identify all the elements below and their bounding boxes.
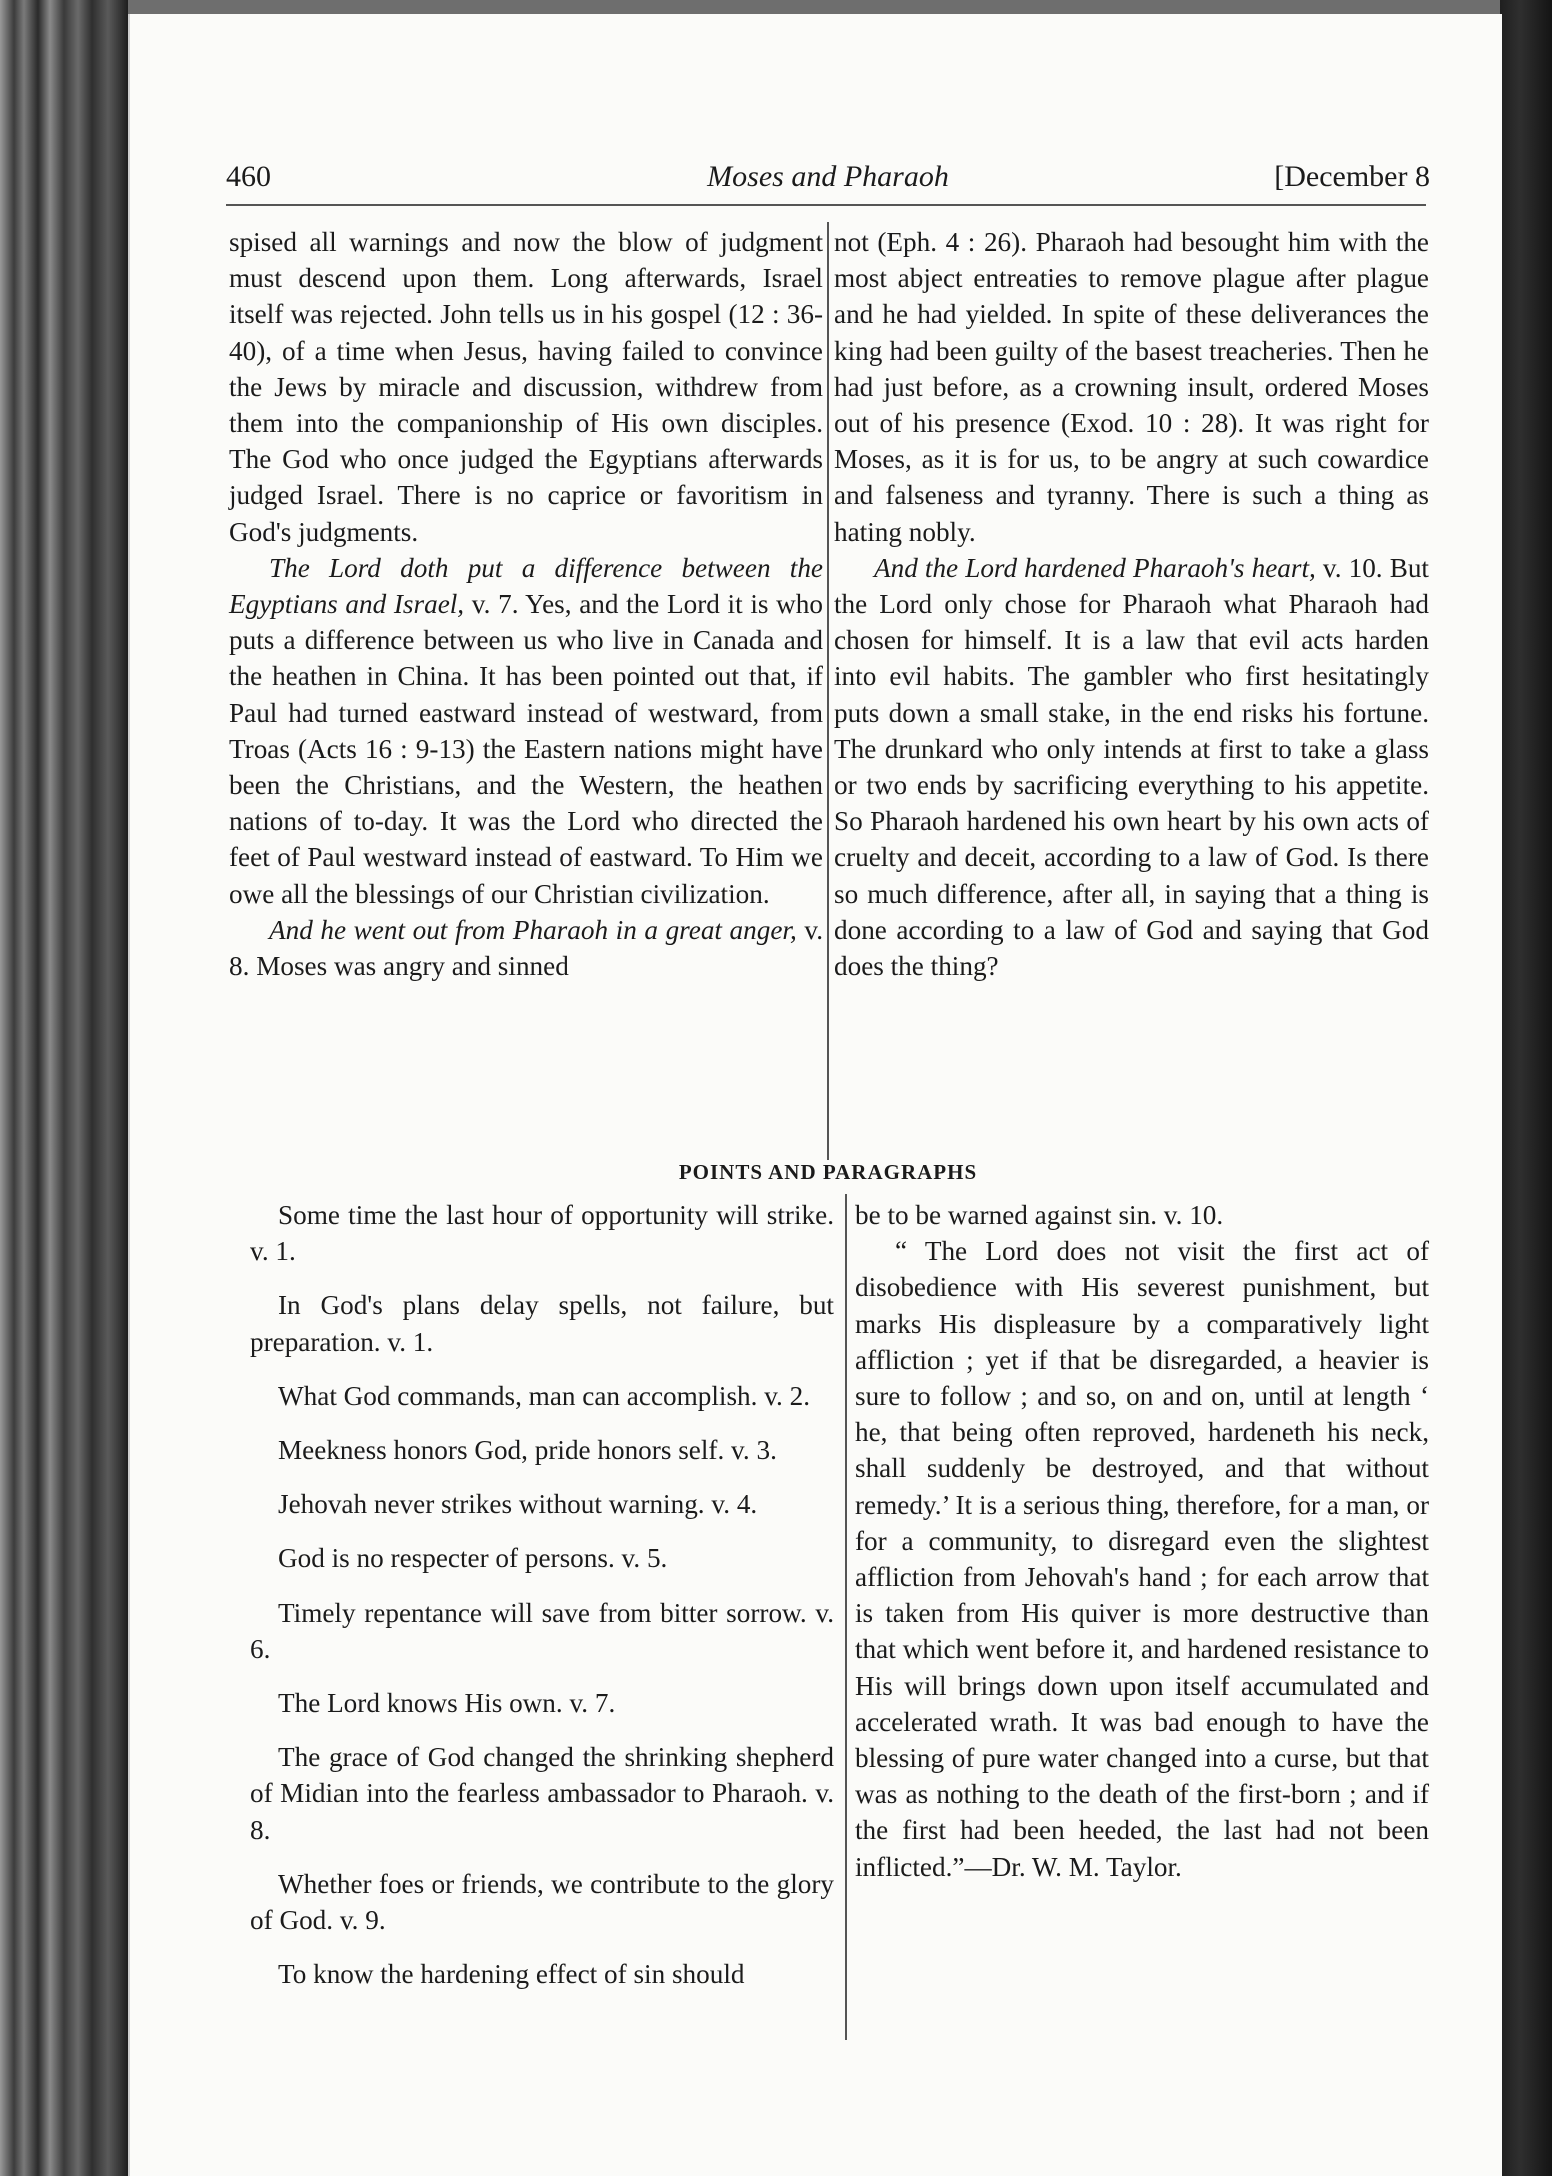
column-rule [827,222,829,1160]
point-item: Jehovah never strikes without warning. v. 4. [278,1489,758,1520]
book-page [128,14,1502,2176]
paragraph-text: v. 7. Yes, and the Lord it is who puts a difference between us who live in Canada and the heathen in China. It has been pointed out that, if Paul had turned eastward instead of westward, from Troas (Acts 16 : 9-13) the Eastern nations might have been the Christians, and the Western, the heathen nations of to-day. It was the Lord who directed the feet of Paul westward instead of eastward. To Him we owe all the blessings of our Christian civilization. [229,589,823,909]
column-rule [845,1194,847,2040]
point-item: Some time the last hour of opportunity will strike. v. 1. [250,1200,834,1267]
scripture-quote: And he went out from Pharaoh in a great anger, [269,914,797,945]
scripture-quote: And the Lord hardened Pharaoh's heart, [874,552,1316,583]
column-left-lower [250,1197,834,2010]
quotation: “ The Lord does not visit the first act of disobedience with His severest punishment, but marks His displeasure by a comparatively light affliction ; yet if that be disregarded, a heavier is sure to follow ; and so, on and on, until at length ‘ he, that being often reproved, hardeneth his neck, shall suddenly be destroyed, and that without remedy.’ It is a serious thing, therefore, for a man, or for a community, to disregard even the slightest affliction from Jehovah's hand ; for each arrow that is taken from His quiver is more destructive than that which went before it, and hardened resistance to His will brings down upon itself accumulated and accelerated wrath. It was bad enough to have the blessing of pure water changed into a curse, but that was as nothing to the death of the first-born ; and if the first had been heeded, the last had not been inflicted.”—Dr. W. M. Taylor. [855,1236,1429,1882]
point-item: Whether foes or friends, we contribute to the glory of God. v. 9. [250,1868,834,1936]
running-header [226,160,1430,202]
paragraph [229,550,823,912]
point-item: To know the hardening effect of sin should [278,1959,745,1990]
point-item: The grace of God changed the shrinking shepherd of Midian into the fearless ambassador to Pharaoh. v. 8. [250,1742,834,1845]
running-title: Moses and Pharaoh [707,160,949,193]
point-item: What God commands, man can accomplish. v. 2. [278,1380,811,1411]
point-item: In God's plans delay spells, not failure, but preparation. v. 1. [250,1290,834,1357]
point-item: The Lord knows His own. v. 7. [278,1688,616,1719]
column-right-upper [834,224,1429,984]
column-right-lower [855,1197,1429,1885]
header-rule [226,204,1426,206]
point-item: God is no respecter of persons. v. 5. [278,1543,668,1574]
column-left-upper [229,224,823,984]
point-item: Meekness honors God, pride honors self. v. 3. [278,1435,777,1466]
book-binding [0,0,128,2176]
scan-edge [1500,0,1552,2176]
paragraph: not (Eph. 4 : 26). Pharaoh had besought him with the most abject entreaties to remove plague after plague and he had yielded. In spite of these deliverances the king had been guilty of the basest treacheries. Then he had just before, as a crowning insult, ordered Moses out of his presence (Exod. 10 : 28). It was right for Moses, as it is for us, to be angry at such cowardice and falseness and tyranny. There is such a thing as hating nobly. [834,227,1429,547]
page-number: 460 [226,160,271,193]
paragraph [229,912,823,984]
paragraph-text: v. 8. Moses was angry and sinned [229,914,824,982]
section-heading: POINTS AND PARAGRAPHS [678,1160,978,1184]
scripture-quote: The Lord doth put a difference between the Egyptians and Israel, [229,552,823,620]
point-item: Timely repentance will save from bitter sorrow. v. 6. [250,1597,834,1664]
paragraph [834,550,1429,984]
paragraph-text: v. 10. But the Lord only chose for Pharaoh what Pharaoh had chosen for himself. It is a law that evil acts harden into evil habits. The gambler who first hesitatingly puts down a small stake, in the end risks his fortune. The drunkard who only intends at first to take a glass or two ends by sacrificing everything to his appetite. So Pharaoh hardened his own heart by his own acts of cruelty and deceit, according to a law of God. Is there so much difference, after all, in saying that a thing is done according to a law of God and saying that God does the thing? [834,552,1429,982]
paragraph: spised all warnings and now the blow of judgment must descend upon them. Long afterwards, Israel itself was rejected. John tells us in his gospel (12 : 36-40), of a time when Jesus, having failed to convince the Jews by miracle and discussion, withdrew from them into the companionship of His own disciples. The God who once judged the Egyptians afterwards judged Israel. There is no caprice or favoritism in God's judgments. [229,227,823,547]
paragraph: be to be warned against sin. v. 10. [855,1200,1224,1230]
running-date: [December 8 [1274,160,1430,193]
